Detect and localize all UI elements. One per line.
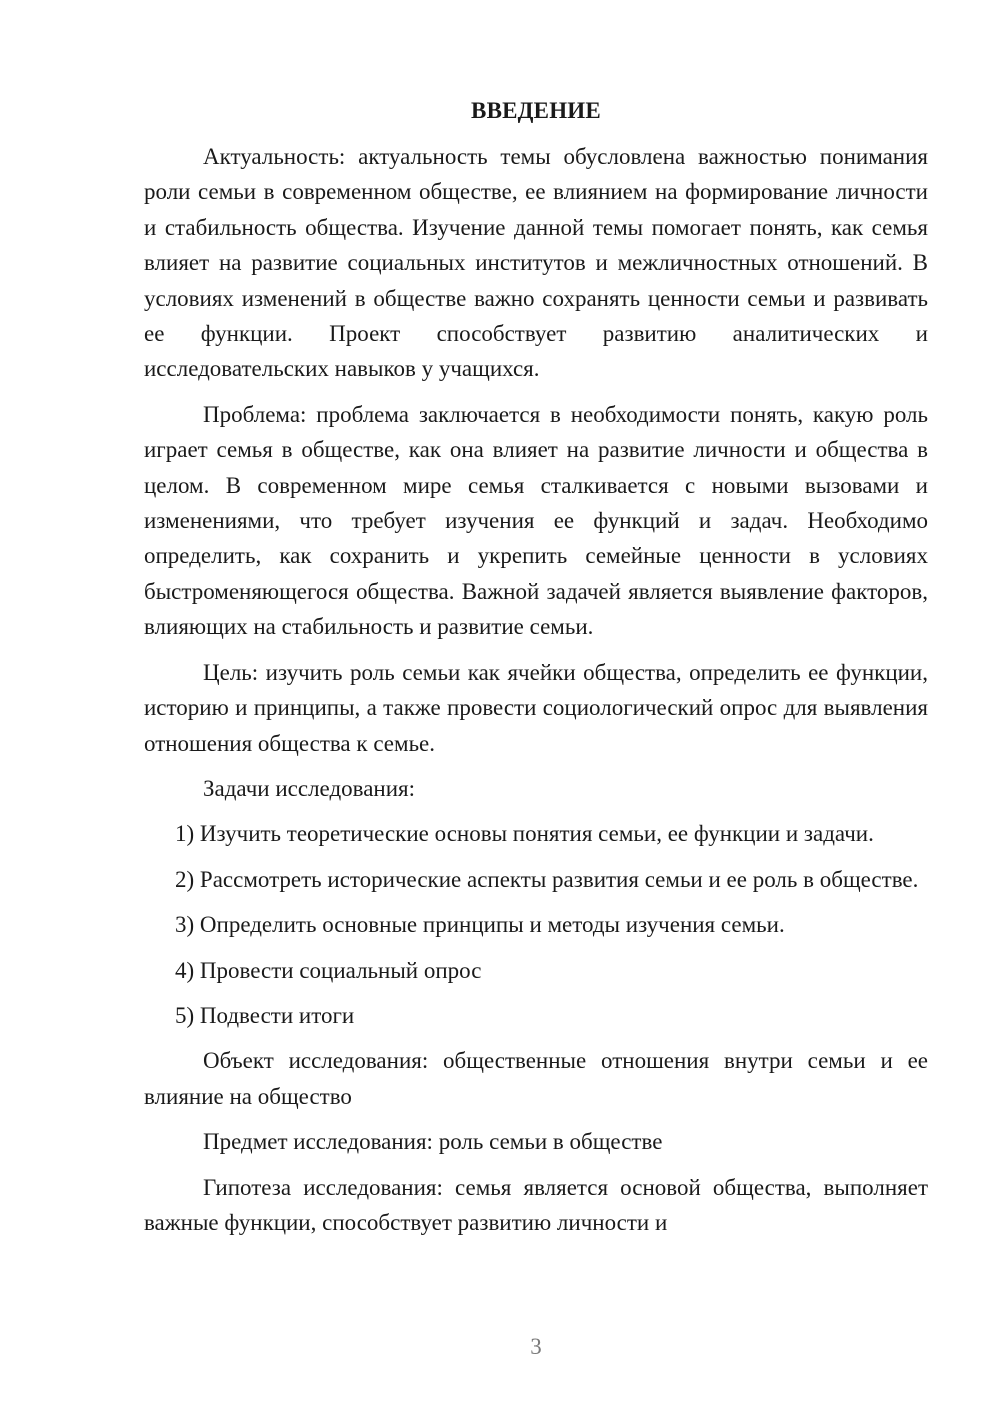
object-paragraph: Объект исследования: общественные отношения внутри семьи и ее влияние на общество	[144, 1048, 928, 1109]
problem-paragraph: Проблема: проблема заключается в необходимости понять, какую роль играет семья в обществе, как она влияет на развитие личности и общества в целом. В современном мире семья сталкивается с новыми вызовами и изменениями, что требует изучения ее функций и задач. Необходимо определить, как сохранить и укрепить семейные ценности в условиях быстроменяющегося общества. Важной задачей является выявление факторов, влияющих на стабильность и развитие семьи.	[144, 401, 928, 640]
relevance-paragraph: Актуальность: актуальность темы обусловлена важностью понимания роли семьи в современном обществе, ее влиянием на формирование личности и стабильность общества. Изучение данной темы помогает понять, как семья влияет на развитие социальных институтов и межличностных отношений. В условиях изменений в обществе важно сохранять ценности семьи и развивать ее функции. Проект способствует развитию аналитических и исследовательских навыков у учащихся.	[144, 144, 928, 382]
hypothesis-paragraph: Гипотеза исследования: семья является основой общества, выполняет важные функции, способствует развитию личности и	[144, 1174, 928, 1235]
page-number: 3	[530, 1334, 542, 1359]
task-item-5: 5) Подвести итоги	[175, 1002, 355, 1028]
subject-paragraph: Предмет исследования: роль семьи в обществе	[203, 1129, 663, 1155]
page-title: ВВЕДЕНИЕ	[471, 98, 601, 123]
task-item-2: 2) Рассмотреть исторические аспекты развития семьи и ее роль в обществе.	[175, 866, 919, 892]
task-item-1: 1) Изучить теоретические основы понятия семьи, ее функции и задачи.	[175, 821, 874, 847]
task-item-3: 3) Определить основные принципы и методы изучения семьи.	[175, 912, 785, 938]
page-content	[144, 93, 928, 1240]
task-item-4: 4) Провести социальный опрос	[175, 957, 482, 983]
goal-paragraph: Цель: изучить роль семьи как ячейки общества, определить ее функции, историю и принципы, а также провести социологический опрос для выявления отношения общества к семье.	[144, 659, 928, 756]
tasks-heading: Задачи исследования:	[203, 775, 416, 801]
